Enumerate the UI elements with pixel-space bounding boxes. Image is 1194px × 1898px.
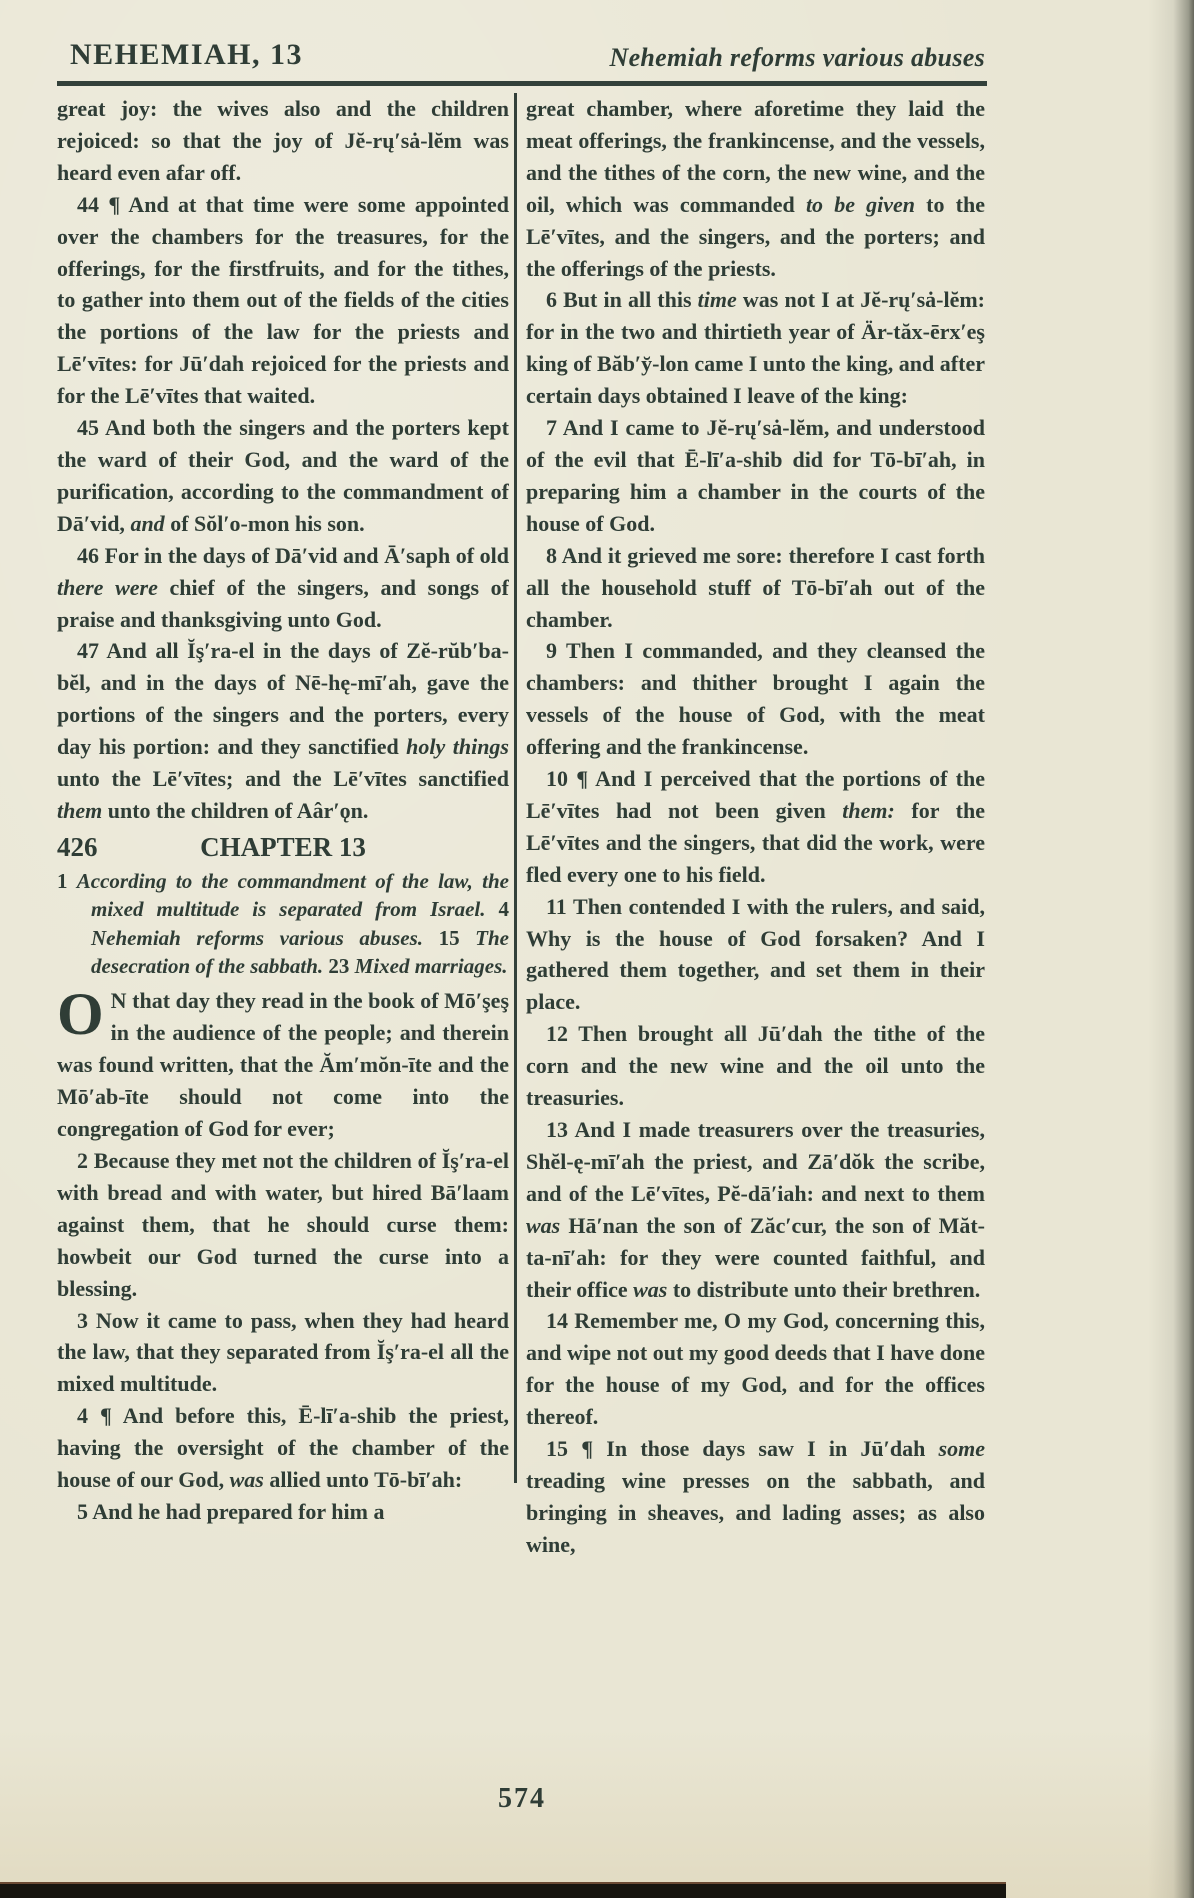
verse-paragraph: 10 ¶ And I perceived that the portions of the Lē′vītes had not been given them: for the Lē′vītes and the singers, that did the work, were fled every one to his field. [526,766,985,887]
chapter-margin-number: 426 [57,831,98,862]
header-rule [57,81,987,86]
column-divider [514,93,517,1483]
page-number: 574 [498,1783,546,1814]
verse-paragraph: 8 And it grieved me sore: therefore I cast forth all the household stuff of Tō-bī′ah out of the chamber. [526,542,985,632]
drop-cap: O [57,981,104,1048]
verse-paragraph: 3 Now it came to pass, when they had heard the law, that they separated from Ĭş′ra-el all the mixed multitude. [57,1307,509,1397]
verse-paragraph: 44 ¶ And at that time were some appointed over the chambers for the treasures, for the offerings, for the firstfruits, and for the tithes, to gather into them out of the fields of the cities the portions of the law for the priests and Lē′vītes: for Jū′dah rejoiced for the priests and for the Lē′vītes that waited. [57,191,509,409]
verse-paragraph: 13 And I made treasurers over the treasuries, Shĕl-ę-mī′ah the priest, and Zā′dŏk the scribe, and of the Lē′vītes, Pĕ-dā′iah: and next to them was Hā′nan the son of Zăc′cur, the son of Măt-ta-nī′ah: for they were counted faithful, and their office was to distribute unto their brethren. [526,1117,985,1302]
verse-paragraph: 9 Then I commanded, and they cleansed the chambers: and thither brought I again the vessels of the house of God, with the meat offering and the frankincense. [526,638,985,760]
continuation-paragraph: great joy: the wives also and the children rejoiced: so that the joy of Jĕ-rų′sȧ-lĕm was heard even afar off. [57,96,509,185]
verse-paragraph: 47 And all Ĭş′ra-el in the days of Zĕ-rŭb′ba-bĕl, and in the days of Nē-hę-mī′ah, gave the portions of the singers and the porters, every day his portion: and they sanctified holy things unto the Lē′vītes; and the Lē′vītes sanctified them unto the children of Aâr′ǫn. [57,638,509,823]
page-header-book-title: NEHEMIAH, 13 [70,38,304,71]
chapter-heading [57,831,509,864]
verse-paragraph: 46 For in the days of Dā′vid and Ā′saph of old there were chief of the singers, and songs of praise and thanksgiving unto God. [57,542,509,632]
verse-paragraph: 7 And I came to Jĕ-rų′sȧ-lĕm, and understood of the evil that Ē-lī′a-shib did for Tō-bī′ah, in preparing him a chamber in the courts of the house of God. [526,415,985,536]
verse-paragraph: 5 And he had prepared for him a [77,1498,385,1524]
verse-paragraph: 15 ¶ In those days saw I in Jū′dah some treading wine presses on the sabbath, and bringing in sheaves, and lading asses; as also wine, [526,1436,985,1557]
chapter-summary: 1 According to the commandment of the law, the mixed multitude is separated from Israel. 4 Nehemiah reforms various abuses. 15 The desecration of the sabbath. 23 Mixed marriages. [57,868,509,979]
verse-paragraph: 14 Remember me, O my God, concerning this, and wipe not out my good deeds that I have done for the house of my God, and for the offices thereof. [526,1308,985,1430]
book-edge-shadow-bottom [0,1882,1006,1898]
verse-paragraph: 6 But in all this time was not I at Jĕ-rų′sȧ-lĕm: for in the two and thirtieth year of Är-tăx-ērx′eş king of Băb′y̆-lon came I unto the king, and after certain days obtained I leave of the king: [526,287,985,409]
continuation-paragraph: great chamber, where aforetime they laid the meat offerings, the frankincense, and the vessels, and the tithes of the corn, the new wine, and the oil, which was commanded to be given to the Lē′vītes, and the singers, and the porters; and the offerings of the priests. [526,96,985,281]
chapter-title: CHAPTER 13 [200,831,366,862]
running-head: Nehemiah reforms various abuses [609,43,985,72]
verse-paragraph: 12 Then brought all Jū′dah the tithe of the corn and the new wine and the oil unto the treasuries. [526,1021,985,1111]
verse-paragraph: O N that day they read in the book of Mō′şeş in the audience of the people; and therein was found written, that the Ăm′mŏn-īte and the Mō′ab-īte should not come into the congregation of God for ever; [57,981,509,1142]
text-column-right [526,93,985,1753]
verse-paragraph: 11 Then contended I with the rulers, and said, Why is the house of God forsaken? And I gathered them together, and set them in their place. [526,893,985,1015]
verse-paragraph: 2 Because they met not the children of Ĭş′ra-el with bread and with water, but hired Bā′laam against them, that he should curse them: howbeit our God turned the curse into a blessing. [57,1148,509,1301]
verse-paragraph: 45 And both the singers and the porters kept the ward of their God, and the ward of the purification, according to the commandment of Dā′vid, and of Sŏl′o-mon his son. [57,415,509,536]
verse-paragraph: 4 ¶ And before this, Ē-lī′a-shib the priest, having the oversight of the chamber of the house of our God, was allied unto Tō-bī′ah: [57,1403,509,1493]
text-column-left [57,93,509,1753]
page-edge-shadow-right [1148,0,1194,1898]
